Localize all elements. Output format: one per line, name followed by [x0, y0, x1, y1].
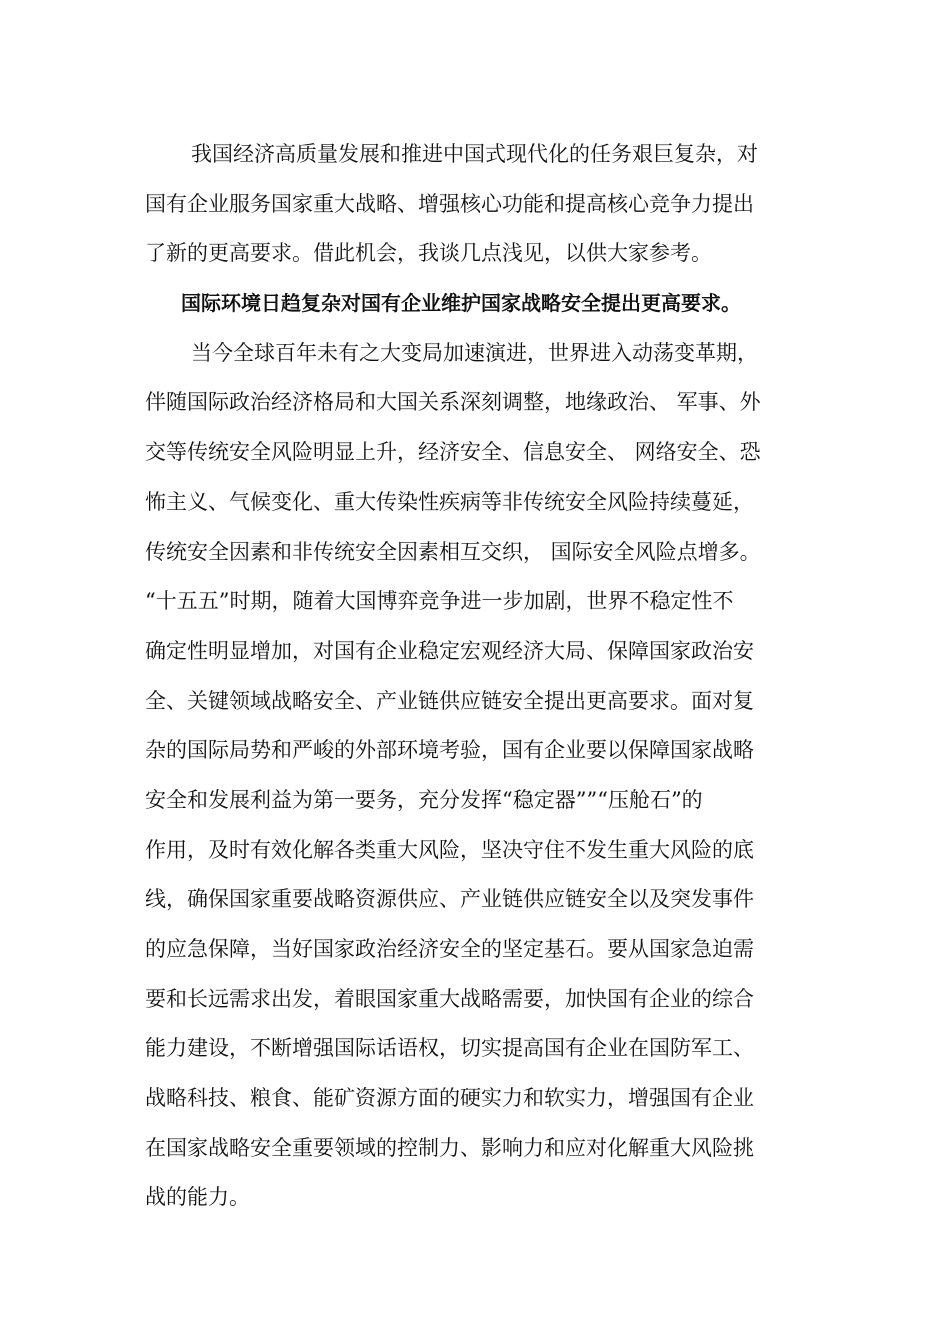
intro-line-1: 我国经济高质量发展和推进中国式现代化的任务艰巨复杂，对 — [191, 142, 758, 166]
section-heading: 国际环境日趋复杂对国有企业维护国家战略安全提出更高要求。 — [181, 291, 741, 316]
body-line-18: 战的能力。 — [145, 1185, 250, 1210]
body-line-4: 怖主义、气候变化、重大传染性疾病等非传统安全风险持续蔓延， — [145, 489, 754, 514]
body-line-10: 安全和发展利益为第一要务，充分发挥“稳定器””“压舱石”的 — [145, 787, 703, 812]
body-line-17: 在国家战略安全重要领域的控制力、影响力和应对化解重大风险挑 — [145, 1135, 754, 1160]
body-line-8: 全、关键领域战略安全、产业链供应链安全提出更高要求。面对复 — [145, 688, 754, 713]
intro-line-2: 国有企业服务国家重大战略、增强核心功能和提高核心竞争力提出 — [145, 191, 754, 216]
body-line-14: 要和长远需求出发，着眼国家重大战略需要，加快国有企业的综合 — [145, 986, 754, 1011]
body-line-3: 交等传统安全风险明显上升，经济安全、信息安全、 网络安全、恐 — [145, 440, 761, 465]
body-line-5: 传统安全因素和非传统安全因素相互交织， 国际安全风险点增多。 — [145, 539, 761, 564]
intro-line-3: 了新的更高要求。借此机会，我谈几点浅见，以供大家参考。 — [145, 241, 712, 266]
body-line-9: 杂的国际局势和严峻的外部环境考验，国有企业要以保障国家战略 — [145, 738, 754, 763]
body-line-11: 作用，及时有效化解各类重大风险，坚决守住不发生重大风险的底 — [145, 837, 754, 862]
body-line-1: 当今全球百年未有之大变局加速演进，世界进入动荡变革期， — [191, 340, 758, 365]
body-line-12: 线，确保国家重要战略资源供应、产业链供应链安全以及突发事件 — [145, 887, 754, 912]
body-line-7: 确定性明显增加，对国有企业稳定宏观经济大局、保障国家政治安 — [145, 638, 754, 663]
body-line-15: 能力建设，不断增强国际话语权，切实提高国有企业在国防军工、 — [145, 1036, 754, 1061]
body-line-16: 战略科技、粮食、能矿资源方面的硬实力和软实力，增强国有企业 — [145, 1086, 754, 1111]
body-line-13: 的应急保障，当好国家政治经济安全的坚定基石。要从国家急迫需 — [145, 937, 754, 961]
body-line-6: “十五五”时期，随着大国博弈竞争进一步加剧，世界不稳定性不 — [145, 589, 734, 614]
document-body — [145, 130, 810, 1223]
body-line-2: 伴随国际政治经济格局和大国关系深刻调整，地缘政治、 军事、外 — [145, 390, 761, 415]
